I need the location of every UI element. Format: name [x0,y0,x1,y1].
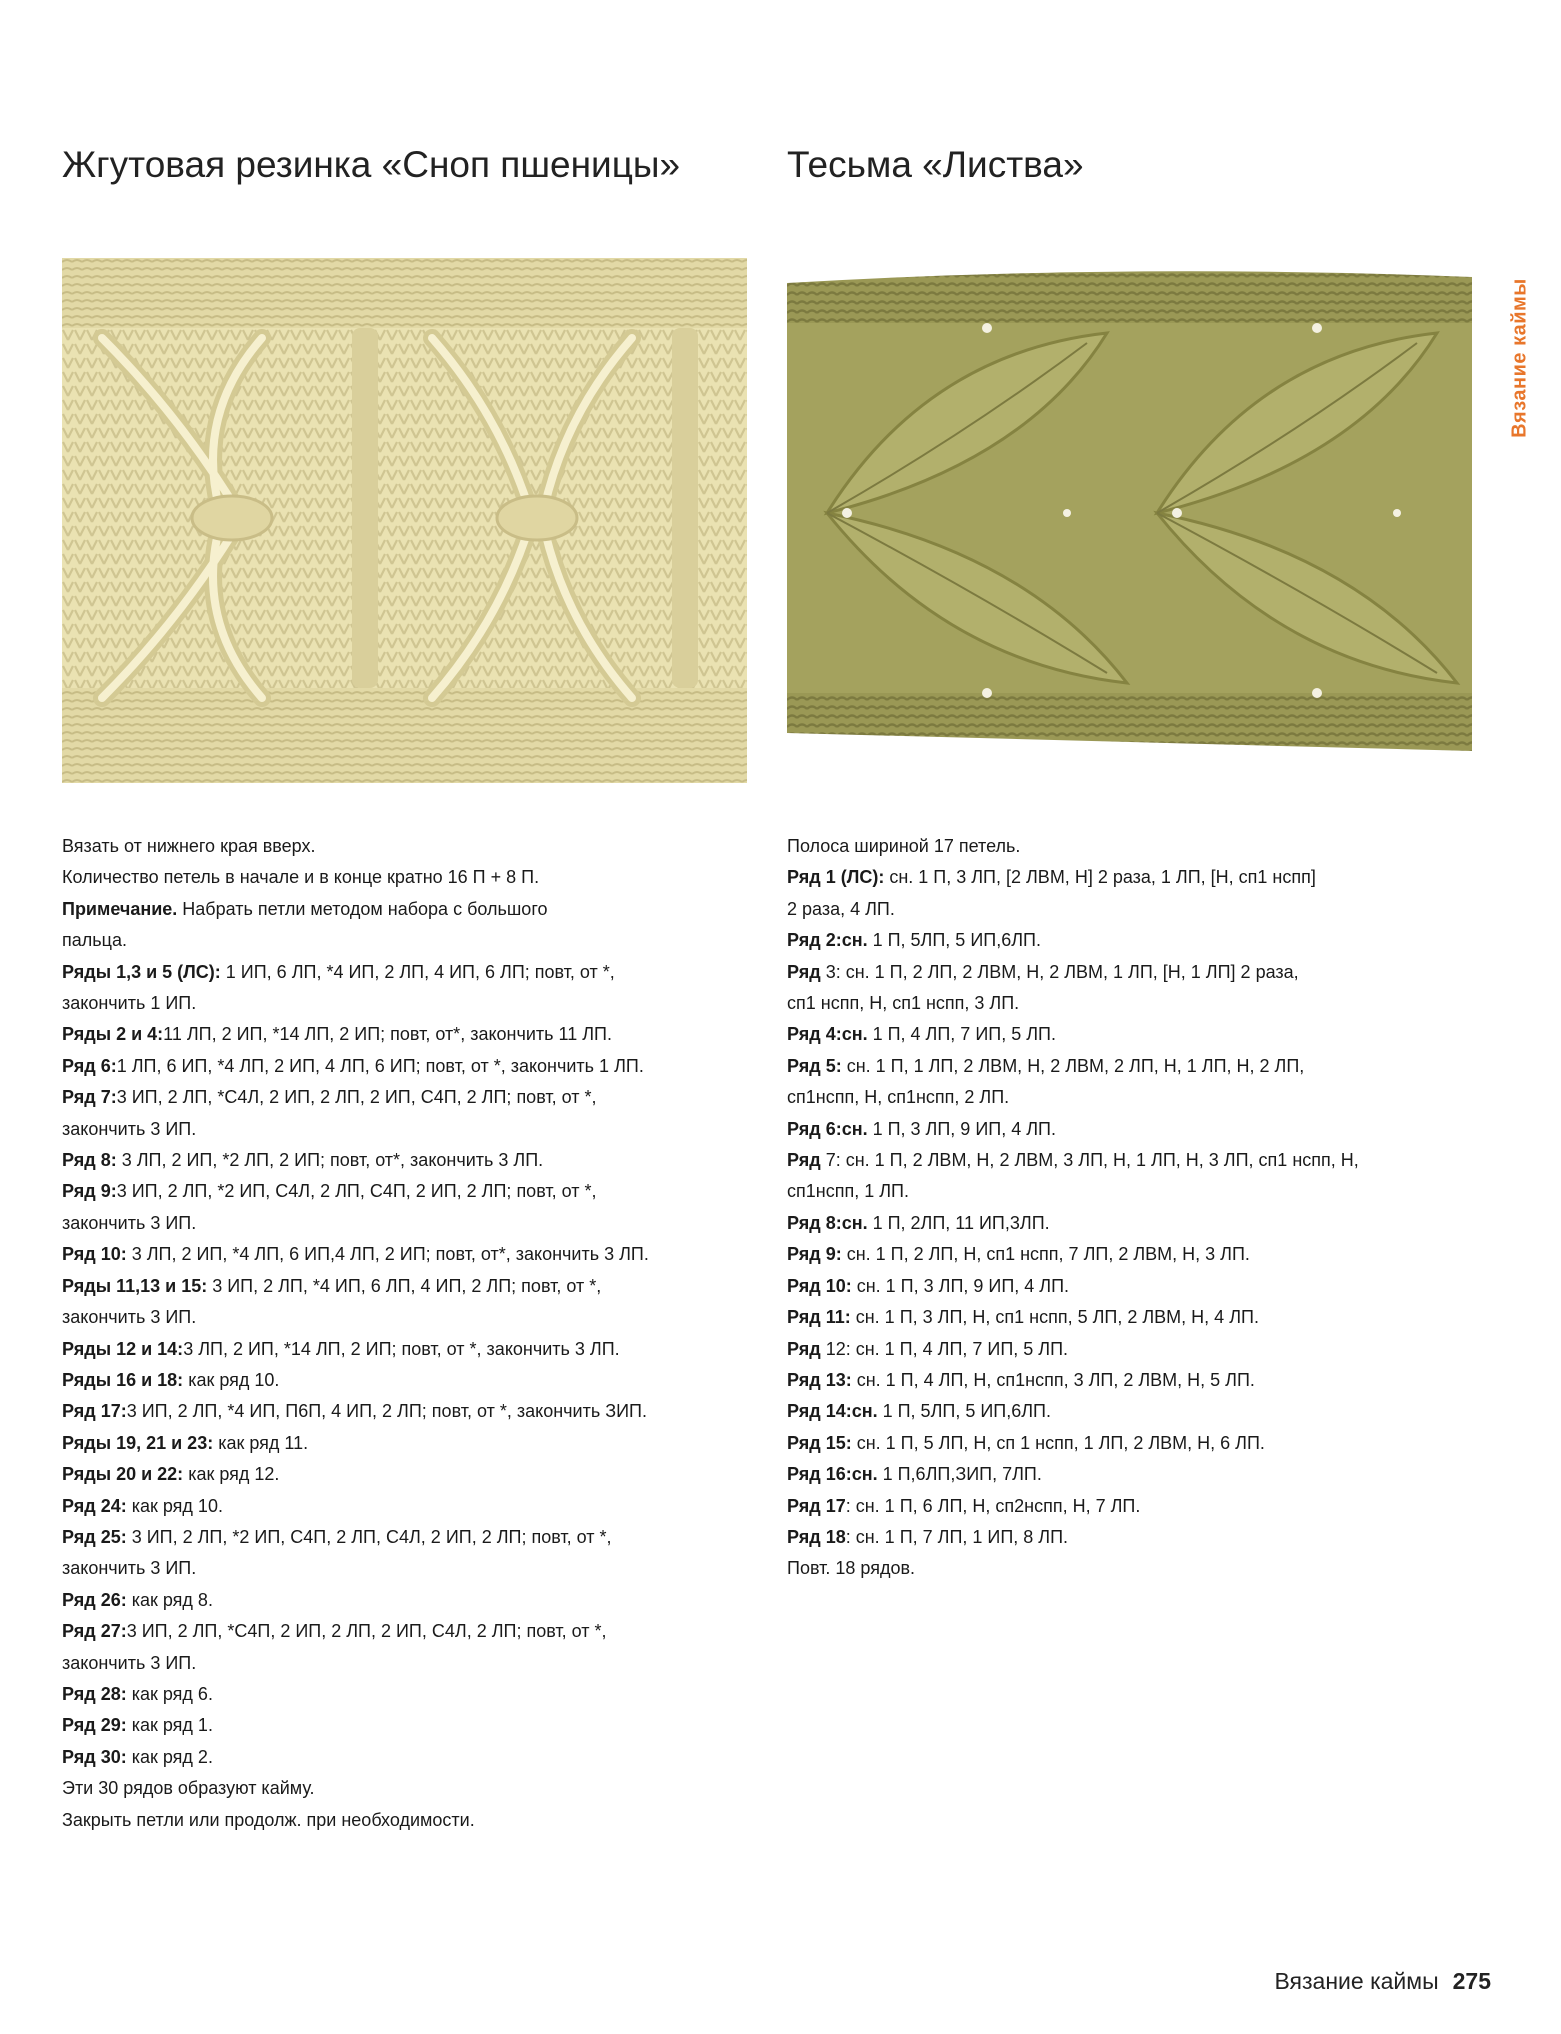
instruction-row-label: Ряд [787,1338,821,1359]
pattern-title-left: Жгутовая резинка «Сноп пшеницы» [62,144,681,185]
instructions-left [62,831,767,1836]
instruction-line [62,1679,767,1710]
instruction-line [62,1773,767,1804]
instruction-text: сн. 1 П, 3 ЛП, 9 ИП, 4 ЛП. [851,1275,1070,1296]
footer-section-title: Вязание каймы [1274,1968,1439,1994]
instruction-text: сп1 нспп, Н, сп1 нспп, 3 ЛП. [787,993,1020,1014]
instruction-row-label: Ряд 5: [787,1055,842,1076]
instruction-text: 1 П,6ЛП,ЗИП, 7ЛП. [877,1464,1042,1485]
instruction-row-label: Ряд 9: [787,1244,842,1265]
instruction-text: 1 П, 2ЛП, 11 ИП,3ЛП. [867,1212,1050,1233]
instruction-line [787,957,1487,988]
instruction-row-label: Ряды 16 и 18: [62,1369,184,1390]
instruction-text: 3 ИП, 2 ЛП, *4 ИП, П6П, 4 ИП, 2 ЛП; повт, от *, закончить ЗИП. [126,1401,647,1422]
instruction-text: как ряд 2. [126,1746,213,1767]
instruction-text: закончить 3 ИП. [62,1307,197,1328]
instruction-line [62,831,767,862]
instruction-text: 1 ЛП, 6 ИП, *4 ЛП, 2 ИП, 4 ЛП, 6 ИП; повт, от *, закончить 1 ЛП. [116,1055,644,1076]
instruction-text: 3: сн. 1 П, 2 ЛП, 2 ЛВМ, Н, 2 ЛВМ, 1 ЛП, [Н, 1 ЛП] 2 раза, [820,961,1299,982]
instruction-text: сн. 1 П, 2 ЛП, Н, сп1 нспп, 7 ЛП, 2 ЛВМ, Н, 3 ЛП. [841,1244,1250,1265]
instruction-line [62,1082,767,1113]
instruction-row-label: Ряд 16:сн. [787,1464,878,1485]
instruction-text: сн. 1 П, 5 ЛП, Н, сп 1 нспп, 1 ЛП, 2 ЛВМ, Н, 6 ЛП. [851,1432,1265,1453]
instruction-row-label: Ряд 30: [62,1746,127,1767]
instruction-line [787,1051,1487,1082]
instruction-text: как ряд 6. [126,1683,213,1704]
instruction-line [787,862,1487,893]
instruction-row-label: Примечание. [62,898,178,919]
instruction-text: : сн. 1 П, 6 ЛП, Н, сп2нспп, Н, 7 ЛП. [845,1495,1141,1516]
instruction-text: 1 П, 4 ЛП, 7 ИП, 5 ЛП. [867,1024,1056,1045]
instruction-text: сн. 1 П, 4 ЛП, Н, сп1нспп, 3 ЛП, 2 ЛВМ, Н, 5 ЛП. [851,1369,1255,1390]
instruction-text: как ряд 10. [183,1369,280,1390]
instruction-row-label: Ряд 8:сн. [787,1212,868,1233]
instruction-row-label: Ряд 6:сн. [787,1118,868,1139]
instruction-text: 1 П, 5ЛП, 5 ИП,6ЛП. [877,1401,1051,1422]
instructions-right [787,831,1487,1585]
instruction-text: закончить 3 ИП. [62,1652,197,1673]
side-tab-section [1500,258,1540,458]
instruction-row-label: Ряд 4:сн. [787,1024,868,1045]
instruction-text: сн. 1 П, 1 ЛП, 2 ЛВМ, Н, 2 ЛВМ, 2 ЛП, Н, 1 ЛП, Н, 2 ЛП, [841,1055,1305,1076]
instruction-line [62,1208,767,1239]
instruction-text: как ряд 12. [183,1464,280,1485]
instruction-row-label: Ряд 7: [62,1087,117,1108]
instruction-line [787,1208,1487,1239]
instruction-row-label: Ряд 9: [62,1181,117,1202]
instruction-row-label: Ряд 17: [62,1401,127,1422]
instruction-text: 2 раза, 4 ЛП. [787,898,895,919]
instruction-text: 12: сн. 1 П, 4 ЛП, 7 ИП, 5 ЛП. [820,1338,1069,1359]
instruction-text: 3 ИП, 2 ЛП, *2 ИП, С4П, 2 ЛП, С4Л, 2 ИП, 2 ЛП; повт, от *, [126,1526,612,1547]
instruction-row-label: Ряд 1 (ЛС): [787,867,885,888]
instruction-text: 1 П, 3 ЛП, 9 ИП, 4 ЛП. [867,1118,1056,1139]
instruction-text: 3 ЛП, 2 ИП, *14 ЛП, 2 ИП; повт, от *, закончить 3 ЛП. [183,1338,620,1359]
instruction-text: 3 ЛП, 2 ИП, *4 ЛП, 6 ИП,4 ЛП, 2 ИП; повт, от*, закончить 3 ЛП. [126,1244,649,1265]
instruction-row-label: Ряды 11,13 и 15: [62,1275,208,1296]
instruction-text: сп1нспп, 1 ЛП. [787,1181,909,1202]
instruction-row-label: Ряд 10: [787,1275,852,1296]
instruction-row-label: Ряд 10: [62,1244,127,1265]
instruction-text: как ряд 11. [213,1432,309,1453]
instruction-row-label: Ряд [787,1150,821,1171]
instruction-line [787,1019,1487,1050]
instruction-text: 1 П, 5ЛП, 5 ИП,6ЛП. [867,930,1041,951]
instruction-line [787,1522,1487,1553]
instruction-line [62,1428,767,1459]
instruction-text: : сн. 1 П, 7 ЛП, 1 ИП, 8 ЛП. [845,1526,1069,1547]
instruction-line [62,1522,767,1553]
instruction-row-label: Ряд 18 [787,1526,846,1547]
instruction-line [62,1239,767,1270]
instruction-text: как ряд 1. [126,1715,213,1736]
instruction-row-label: Ряд 29: [62,1715,127,1736]
instruction-row-label: Ряд 15: [787,1432,852,1453]
instruction-text: Вязать от нижнего края вверх. [62,836,316,856]
instruction-line [62,1396,767,1427]
instruction-text: Эти 30 рядов образуют кайму. [62,1778,315,1799]
instruction-text: сн. 1 П, 3 ЛП, Н, сп1 нспп, 5 ЛП, 2 ЛВМ, Н, 4 ЛП. [850,1307,1259,1328]
instruction-text: 3 ИП, 2 ЛП, *С4П, 2 ИП, 2 ЛП, 2 ИП, С4Л, 2 ЛП; повт, от *, [126,1621,607,1642]
instruction-line [787,1145,1487,1176]
instruction-line [787,1239,1487,1270]
instruction-line [787,1271,1487,1302]
instruction-text: закончить 1 ИП. [62,993,197,1014]
instruction-text: сн. 1 П, 3 ЛП, [2 ЛВМ, Н] 2 раза, 1 ЛП, [Н, сп1 нспп] [884,867,1316,888]
instruction-row-label: Ряд 17 [787,1495,846,1516]
instruction-text: 3 ИП, 2 ЛП, *2 ИП, С4Л, 2 ЛП, С4П, 2 ИП, 2 ЛП; повт, от *, [116,1181,597,1202]
instruction-text: 7: сн. 1 П, 2 ЛВМ, Н, 2 ЛВМ, 3 ЛП, Н, 1 ЛП, Н, 3 ЛП, сп1 нспп, Н, [820,1150,1359,1171]
instruction-line [62,1648,767,1679]
instruction-row-label: Ряд 8: [62,1150,117,1171]
instruction-line [787,1553,1487,1584]
instruction-line [787,894,1487,925]
instruction-row-label: Ряд [787,961,821,982]
instruction-line [62,988,767,1019]
instruction-line [787,1176,1487,1207]
instruction-line [62,1334,767,1365]
instruction-line [787,1302,1487,1333]
instruction-row-label: Ряды 20 и 22: [62,1464,184,1485]
instruction-text: 3 ЛП, 2 ИП, *2 ЛП, 2 ИП; повт, от*, закончить 3 ЛП. [116,1150,544,1171]
instruction-row-label: Ряд 27: [62,1621,127,1642]
instruction-row-label: Ряд 6: [62,1055,117,1076]
instruction-line [62,925,767,956]
page-footer [1274,1968,1491,1995]
instruction-row-label: Ряд 28: [62,1683,127,1704]
instruction-text: сп1нспп, Н, сп1нспп, 2 ЛП. [787,1087,1010,1108]
instruction-text: Полоса шириной 17 петель. [787,836,1021,856]
instruction-text: 11 ЛП, 2 ИП, *14 ЛП, 2 ИП; повт, от*, закончить 11 ЛП. [163,1024,612,1045]
instruction-line [62,1302,767,1333]
instruction-line [787,925,1487,956]
instruction-line [62,957,767,988]
instruction-text: Повт. 18 рядов. [787,1558,916,1579]
instruction-row-label: Ряд 24: [62,1495,127,1516]
instruction-row-label: Ряд 13: [787,1369,852,1390]
instruction-line [62,1114,767,1145]
instruction-line [62,1710,767,1741]
instruction-text: как ряд 8. [126,1589,213,1610]
instruction-line [787,1334,1487,1365]
side-tab-label: Вязание каймы [1508,278,1531,438]
instruction-line [787,1082,1487,1113]
instruction-line [62,1145,767,1176]
instruction-row-label: Ряды 19, 21 и 23: [62,1432,214,1453]
instruction-text: 3 ИП, 2 ЛП, *4 ИП, 6 ЛП, 4 ИП, 2 ЛП; повт, от *, [207,1275,602,1296]
instruction-text: закончить 3 ИП. [62,1212,197,1233]
instruction-line [62,1616,767,1647]
instruction-line [787,1365,1487,1396]
instruction-line [787,1491,1487,1522]
instruction-line [62,1805,767,1836]
instruction-row-label: Ряд 11: [787,1307,851,1328]
instruction-line [62,1553,767,1584]
instruction-text: Закрыть петли или продолж. при необходимости. [62,1809,475,1830]
knit-swatch-foliage-image [787,263,1472,751]
instruction-line [62,1742,767,1773]
pattern-title-right: Тесьма «Листва» [787,144,1084,185]
instruction-row-label: Ряды 2 и 4: [62,1024,164,1045]
instruction-text: как ряд 10. [126,1495,223,1516]
instruction-text: закончить 3 ИП. [62,1118,197,1139]
instruction-row-label: Ряды 1,3 и 5 (ЛС): [62,961,221,982]
instruction-line [62,1019,767,1050]
instruction-text: Набрать петли методом набора с большого [177,898,548,919]
instruction-text: пальца. [62,930,127,951]
page-number: 275 [1452,1968,1491,1994]
instruction-line [62,894,767,925]
instruction-line [62,1459,767,1490]
instruction-line [62,862,767,893]
instruction-row-label: Ряд 14:сн. [787,1401,878,1422]
instruction-line [62,1176,767,1207]
instruction-line [787,1396,1487,1427]
instruction-text: 3 ИП, 2 ЛП, *С4Л, 2 ИП, 2 ЛП, 2 ИП, С4П, 2 ЛП; повт, от *, [116,1087,597,1108]
instruction-text: Количество петель в начале и в конце кратно 16 П + 8 П. [62,867,540,888]
instruction-line [62,1585,767,1616]
knit-swatch-wheat-sheaf-image [62,258,747,783]
instruction-line [787,1459,1487,1490]
instruction-line [787,1428,1487,1459]
instruction-line [787,831,1487,862]
instruction-row-label: Ряды 12 и 14: [62,1338,184,1359]
instruction-line [62,1271,767,1302]
instruction-line [62,1365,767,1396]
instruction-text: закончить 3 ИП. [62,1558,197,1579]
instruction-line [62,1051,767,1082]
instruction-row-label: Ряд 26: [62,1589,127,1610]
instruction-line [62,1491,767,1522]
instruction-line [787,1114,1487,1145]
instruction-line [787,988,1487,1019]
instruction-text: 1 ИП, 6 ЛП, *4 ИП, 2 ЛП, 4 ИП, 6 ЛП; повт, от *, [220,961,615,982]
instruction-row-label: Ряд 2:сн. [787,930,868,951]
instruction-row-label: Ряд 25: [62,1526,127,1547]
